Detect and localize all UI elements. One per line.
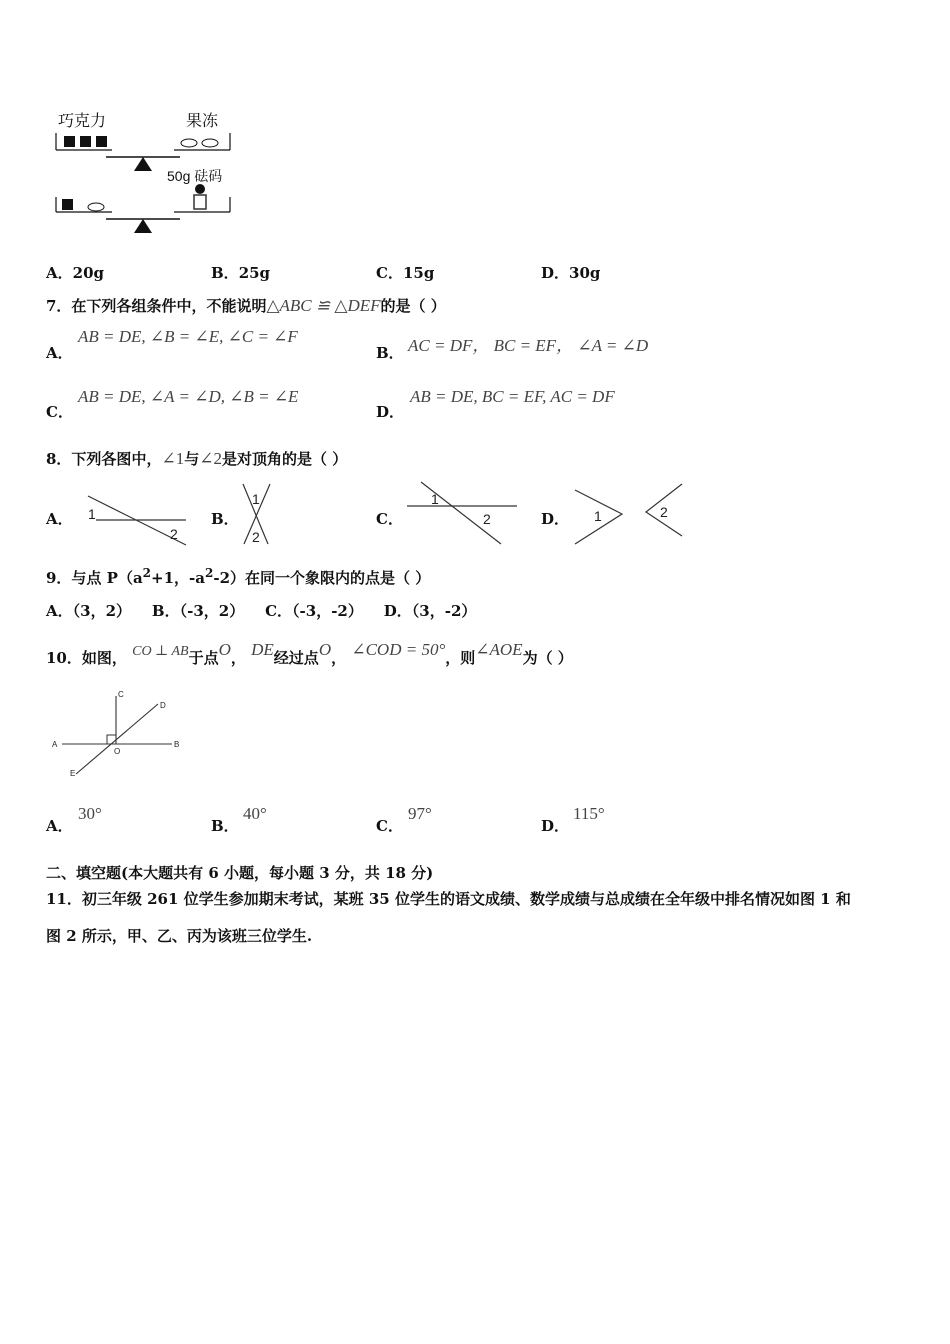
option-letter: C． bbox=[265, 602, 293, 620]
q9-option-d[interactable] bbox=[384, 602, 477, 620]
q10-math-o: O bbox=[218, 640, 231, 659]
q9-stem-a: 9．与点 P（a bbox=[46, 569, 143, 587]
q8-angle1: ∠1 bbox=[161, 449, 185, 468]
q8-stem-mid: 与 bbox=[184, 450, 200, 468]
q8-option-c-letter[interactable]: C． bbox=[376, 510, 403, 528]
jelly-piece bbox=[181, 139, 197, 147]
point-label-d: D bbox=[160, 701, 166, 710]
point-label-b: B bbox=[174, 740, 180, 749]
q6-option-b[interactable] bbox=[211, 262, 270, 283]
q8-option-d-letter[interactable]: D． bbox=[541, 510, 570, 528]
q10-text: ，则 bbox=[445, 649, 476, 667]
q6-option-d[interactable] bbox=[541, 262, 600, 283]
weight-label: 50g 砝码 bbox=[167, 168, 223, 184]
q9-stem-b: +1，-a bbox=[151, 569, 205, 587]
q7-option-d-letter[interactable]: D． bbox=[376, 403, 405, 421]
q10-stem-prefix: 10．如图， bbox=[46, 649, 127, 667]
option-letter: D． bbox=[383, 602, 412, 620]
option-letter: D． bbox=[541, 264, 570, 282]
q10-math-angle-aoe: ∠AOE bbox=[475, 640, 523, 659]
weight-box bbox=[194, 195, 206, 209]
q7-option-b-letter[interactable]: B． bbox=[376, 344, 404, 362]
q6-option-a[interactable] bbox=[46, 262, 104, 283]
angle-label-1: 1 bbox=[431, 491, 439, 507]
section-heading: 二、填空题(本大题共有 6 小题，每小题 3 分，共 18 分) bbox=[46, 864, 434, 882]
jelly-piece bbox=[202, 139, 218, 147]
q10-math-o: O bbox=[318, 640, 332, 659]
q10-text: 经过点 bbox=[273, 649, 319, 667]
jelly-label: 果冻 bbox=[186, 113, 219, 130]
option-text: 20g bbox=[72, 264, 105, 282]
q8-figure-d bbox=[570, 480, 690, 548]
weight-ball bbox=[195, 184, 205, 194]
q10-option-d-text: 115° bbox=[573, 804, 605, 823]
q10-math-de: DE bbox=[251, 640, 274, 659]
option-text: （-3，-2） bbox=[292, 602, 363, 620]
chocolate-block bbox=[64, 136, 75, 147]
q9-option-b[interactable] bbox=[152, 602, 244, 620]
angle-label-1: 1 bbox=[252, 491, 260, 507]
q10-option-c-text: 97° bbox=[408, 804, 432, 823]
q10-option-c-letter[interactable]: C． bbox=[376, 817, 403, 835]
chocolate-label: 巧克力 bbox=[58, 113, 107, 130]
q10-math-perp: CO ⊥ AB bbox=[132, 644, 189, 659]
chocolate-block bbox=[62, 199, 73, 210]
q10-option-a-letter[interactable]: A． bbox=[46, 817, 73, 835]
q10-text: 于点 bbox=[188, 649, 219, 667]
q9-sup2: 2 bbox=[204, 566, 214, 580]
q10-text: ， bbox=[230, 649, 246, 667]
balance-figure bbox=[50, 105, 245, 240]
q8-option-b-letter[interactable]: B． bbox=[211, 510, 239, 528]
q10-option-b-text: 40° bbox=[243, 804, 267, 823]
angle-label-1: 1 bbox=[88, 506, 96, 522]
fulcrum-icon bbox=[134, 157, 152, 171]
option-text: （3，-2） bbox=[411, 602, 477, 620]
q9-options bbox=[46, 600, 476, 621]
q7-option-d-text: AB = DE, BC = EF, AC = DF bbox=[410, 387, 615, 406]
fulcrum-icon bbox=[134, 219, 152, 233]
q8-figure-a bbox=[82, 490, 192, 550]
q10-option-b-letter[interactable]: B． bbox=[211, 817, 239, 835]
q7-option-b-text: AC = DF， BC = EF， ∠A = ∠D bbox=[408, 336, 649, 355]
q9-stem-c: -2）在同一个象限内的点是（ ） bbox=[213, 569, 431, 587]
q11-line1: 11．初三年级 261 位学生参加期末考试，某班 35 位学生的语文成绩、数学成绩与总成绩在全年级中排名情况如图 1 和 bbox=[46, 890, 851, 908]
q7-option-a-text: AB = DE, ∠B = ∠E, ∠C = ∠F bbox=[78, 327, 298, 346]
q10-figure bbox=[50, 688, 185, 780]
angle-label-1: 1 bbox=[594, 508, 602, 524]
q8-stem bbox=[46, 448, 347, 469]
option-letter: C． bbox=[376, 264, 403, 282]
q10-option-d-letter[interactable]: D． bbox=[541, 817, 570, 835]
q8-stem-suffix: 是对顶角的是（ ） bbox=[221, 450, 348, 468]
q11-line2: 图 2 所示，甲、乙、丙为该班三位学生. bbox=[46, 927, 313, 945]
q8-figure-b bbox=[238, 480, 278, 548]
chocolate-block bbox=[96, 136, 107, 147]
point-label-e: E bbox=[70, 769, 76, 778]
q8-stem-prefix: 8．下列各图中， bbox=[46, 450, 162, 468]
q7-option-a-letter[interactable]: A． bbox=[46, 344, 73, 362]
point-label-c: C bbox=[118, 690, 124, 699]
q10-text: ， bbox=[331, 649, 347, 667]
q8-figure-c bbox=[405, 478, 520, 548]
jelly-piece bbox=[88, 203, 104, 211]
q9-stem bbox=[46, 566, 430, 588]
q10-stem bbox=[46, 640, 573, 668]
q9-option-a[interactable] bbox=[46, 602, 131, 620]
chocolate-block bbox=[80, 136, 91, 147]
q7-stem-math: △ABC ≌ △DEF bbox=[266, 296, 381, 315]
option-text: （-3，2） bbox=[179, 602, 245, 620]
point-label-o: O bbox=[114, 747, 121, 756]
q8-angle2: ∠2 bbox=[199, 449, 222, 468]
q10-math-angle-cod: ∠COD = 50° bbox=[351, 640, 446, 659]
option-text: （3，2） bbox=[72, 602, 132, 620]
option-letter: B． bbox=[211, 264, 239, 282]
q10-option-a-text: 30° bbox=[78, 804, 102, 823]
q10-text: 为（ ） bbox=[522, 649, 573, 667]
q7-stem-prefix: 7．在下列各组条件中，不能说明 bbox=[46, 297, 267, 315]
angle-label-2: 2 bbox=[252, 529, 260, 545]
q7-stem bbox=[46, 295, 446, 316]
q9-option-c[interactable] bbox=[265, 602, 363, 620]
q7-option-c-text: AB = DE, ∠A = ∠D, ∠B = ∠E bbox=[78, 387, 299, 406]
angle-label-2: 2 bbox=[660, 504, 668, 520]
option-letter: B． bbox=[151, 602, 180, 620]
q8-option-a-letter[interactable]: A． bbox=[46, 510, 73, 528]
q6-option-c[interactable] bbox=[376, 262, 434, 283]
q7-stem-suffix: 的是（ ） bbox=[380, 297, 446, 315]
q9-sup1: 2 bbox=[142, 566, 152, 580]
angle-label-2: 2 bbox=[170, 526, 178, 542]
option-text: 30g bbox=[569, 264, 601, 282]
angle-label-2: 2 bbox=[483, 511, 491, 527]
point-label-a: A bbox=[52, 740, 58, 749]
option-text: 25g bbox=[238, 264, 271, 282]
q7-option-c-letter[interactable]: C． bbox=[46, 403, 73, 421]
option-letter: A． bbox=[46, 602, 73, 620]
option-text: 15g bbox=[402, 264, 435, 282]
option-letter: A． bbox=[46, 264, 73, 282]
